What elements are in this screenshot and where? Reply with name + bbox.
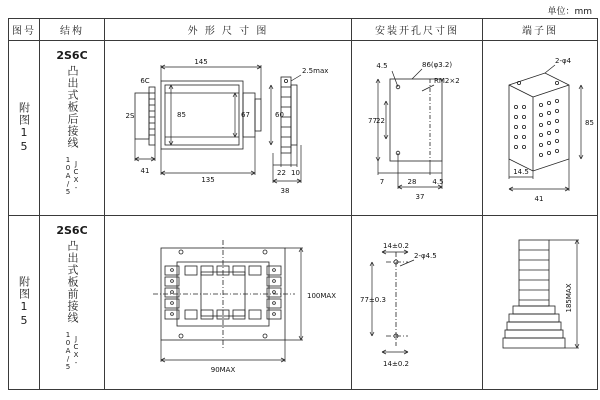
dim-135: 135: [201, 176, 215, 185]
cell-outline-2: [105, 215, 352, 389]
unit-note: 单位：mm: [547, 7, 592, 17]
cell-terminal-2: [483, 215, 598, 389]
dim-2-5max: 2.5max: [302, 67, 329, 76]
dim-28: 28: [407, 178, 417, 187]
dim-37: 37: [415, 193, 425, 202]
outline-drawing-2: [105, 216, 351, 389]
dim-85-terminal: 85: [585, 119, 594, 128]
structure-desc-1: 凸出式板后接线: [66, 65, 79, 150]
drawing-no-label-1: 附图15: [17, 101, 31, 154]
dim-14-bottom: 14±0.2: [383, 359, 409, 368]
dim-2-phi4-5: 2-φ4.5: [414, 251, 437, 260]
cell-structure-2: [40, 215, 105, 389]
dim-2-phi4: 2-φ4: [555, 57, 572, 66]
mounting-drawing-2: [352, 216, 482, 389]
dim-22-mount: 22: [376, 117, 385, 126]
dim-14-top: 14±0.2: [383, 241, 409, 250]
dim-14-5: 14.5: [513, 168, 529, 177]
dim-41: 41: [140, 167, 150, 176]
model-label-1: 2S6C: [56, 49, 88, 63]
dim-85: 85: [177, 111, 186, 120]
dim-145: 145: [194, 58, 208, 67]
dim-60: 60: [275, 111, 284, 120]
structure-code-1: JCX-10A/5: [64, 156, 80, 197]
dim-100MAX: 100MAX: [307, 291, 336, 300]
cell-terminal-1: [483, 41, 598, 215]
dim-7: 7: [379, 178, 385, 187]
table-row: [9, 41, 598, 215]
model-label-2: 2S6C: [56, 223, 88, 237]
header-drawing-no: 图号: [9, 19, 40, 41]
cell-structure-1: [40, 41, 105, 215]
dim-67: 67: [241, 111, 250, 120]
terminal-drawing-1: [483, 41, 597, 214]
dim-90MAX: 90MAX: [210, 365, 236, 374]
terminal-drawing-2: [483, 216, 597, 389]
dim-77: 77: [368, 117, 377, 126]
dim-86: 86(φ3.2): [422, 61, 453, 70]
header-mounting-hole: 安装开孔尺寸图: [352, 19, 483, 41]
structure-desc-2: 凸出式板前接线: [66, 239, 79, 324]
dim-10: 10: [291, 169, 300, 178]
dim-RM2x2: RM2×2: [434, 77, 460, 86]
header-structure: 结构: [40, 19, 105, 41]
dim-22: 22: [277, 169, 286, 178]
dim-77-0-3: 77±0.3: [360, 295, 386, 304]
dim-38: 38: [280, 187, 290, 196]
dim-4-5-bottom: 4.5: [432, 178, 444, 187]
outline-drawing-1: [105, 41, 351, 214]
header-outline-dimension: 外 形 尺 寸 图: [105, 19, 352, 41]
cell-outline-1: [105, 41, 352, 215]
dim-6C: 6C: [140, 77, 150, 86]
cell-mounting-2: [352, 215, 483, 389]
dim-41-terminal: 41: [534, 195, 544, 204]
dim-4-5-top: 4.5: [376, 62, 388, 71]
cell-drawing-no-1: [9, 41, 40, 215]
cell-drawing-no-2: [9, 215, 40, 389]
dim-2S: 2S: [125, 112, 135, 121]
cell-mounting-1: [352, 41, 483, 215]
drawing-no-label-2: 附图15: [17, 276, 31, 329]
table-row: [9, 215, 598, 389]
table-header-row: [9, 19, 598, 41]
dimension-table: [8, 18, 598, 390]
dim-185MAX: 185MAX: [565, 283, 573, 313]
structure-code-2: JCX-10A/5: [64, 330, 80, 371]
header-terminal-diagram: 端子图: [483, 19, 598, 41]
mounting-drawing-1: [352, 41, 482, 214]
